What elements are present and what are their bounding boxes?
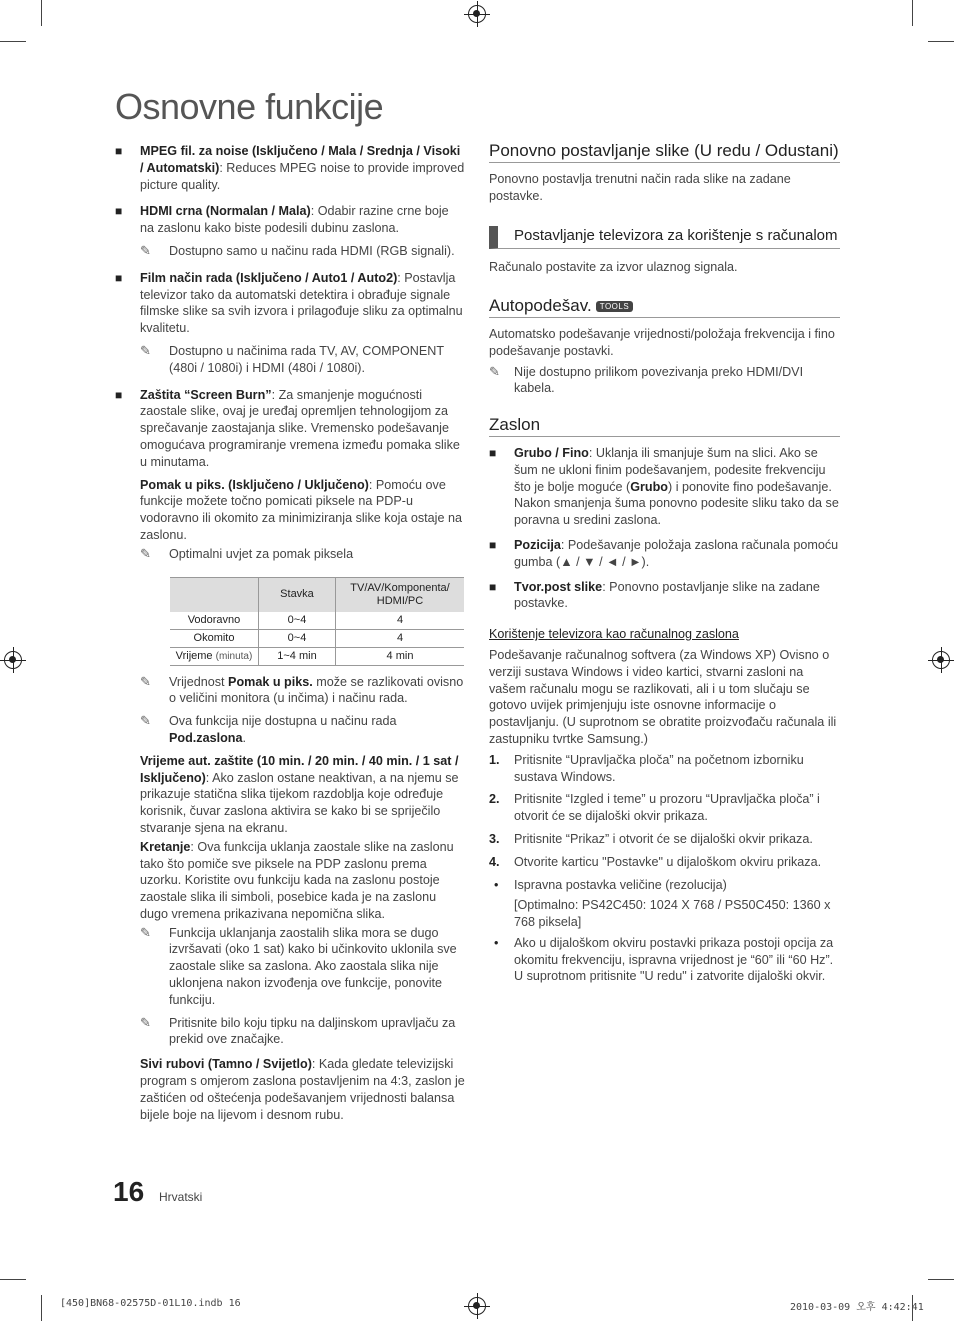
paragraph: Ponovno postavlja trenutni način rada slike na zadane postavke. [489, 171, 791, 203]
bullet-square-icon: ■ [489, 579, 497, 594]
bullet-dot-icon: • [494, 877, 499, 892]
list-item: 4. Otvorite karticu "Postavke" u dijaloškom okviru prikaza. [489, 854, 822, 869]
registration-mark-icon [468, 1297, 486, 1315]
section-banner: Postavljanje televizora za korištenje s računalom [489, 226, 840, 249]
paragraph: Podešavanje računalnog softvera (za Windows XP) Ovisno o verziji sustava Windows i video kartici, stvarni zasloni na vašem računalu mogu se razlikovati, ali i u tom slučaju se gotovo uvijek primjenjuju iste osnovne informacije o postavljanju. (U suprotnom se obratite proizvođaču računala ili zastupniku tvrtke Samsung.) [489, 647, 837, 746]
section-heading: Ponovno postavljanje slike (U redu / Odustani) [489, 143, 840, 163]
crop-mark [928, 1279, 954, 1280]
note: ✎ Pritisnite bilo koju tipku na daljinskom upravljaču za prekid ove značajke. [140, 1014, 456, 1047]
table-cell: 0~4 [259, 612, 336, 630]
footer-language: Hrvatski [159, 1190, 203, 1204]
paragraph: Sivi rubovi (Tamno / Svijetlo): Kada gledate televizijski program s omjerom zaslona postavljenim na 4:3, zaslon je zaštićen od oštećenja podešavanjem vrijednosti balansa bijele boje na lijevom i desnom rubu. [140, 1057, 465, 1122]
pencil-note-icon: ✎ [489, 363, 500, 379]
list-item: ■ Pozicija: Podešavanje položaja zaslona računala pomoću gumba (▲ / ▼ / ◄ / ►). [489, 537, 839, 569]
list-item: ■ Grubo / Fino: Uklanja ili smanjuje šum na slici. Ako se šum ne ukloni finim podešavanjem, podesite frekvenciju što je bolje moguće (Grubo) i ponovite fino podešavanje. Nakon smanjenja šuma ponovno podesite sliku tako da se poravna u sredini zaslona. [489, 445, 839, 528]
page-title: Osnovne funkcije [115, 86, 384, 127]
subsection-heading: Korištenje televizora kao računalnog zaslona [489, 627, 739, 642]
section-heading: Zaslon [489, 417, 840, 437]
print-slug-file: [450]BN68-02575D-01L10.indb 16 [60, 1298, 241, 1309]
bullet-square-icon: ■ [115, 387, 123, 402]
registration-mark-icon [4, 651, 22, 669]
bullet-dot-icon: • [494, 935, 499, 950]
table-row [170, 647, 464, 665]
list-item: • Ako u dijaloškom okviru postavki prikaza postoji opcija za okomitu frekvenciju, ispravna vrijednost je “60” ili “60 Hz”. U suprotnom pritisnite "U redu" i zatvorite dijaloški okvir. [494, 935, 834, 984]
paragraph: Računalo postavite za izvor ulaznog signala. [489, 260, 738, 275]
table-cell: 4 [336, 629, 465, 647]
table-cell: Vodoravno [170, 612, 259, 630]
pencil-note-icon: ✎ [140, 713, 151, 729]
list-item: ■ Tvor.post slike: Ponovno postavljanje slike na zadane postavke. [489, 579, 820, 611]
section-heading: Autopodešav. TOOLS [489, 298, 840, 318]
crop-mark [928, 41, 954, 42]
paragraph: Automatsko podešavanje vrijednosti/položaja frekvencija i fino podešavanje postavki. [489, 326, 835, 358]
bullet-square-icon: ■ [115, 204, 123, 219]
list-item: 1. Pritisnite “Upravljačka ploča” na početnom izborniku sustava Windows. [489, 752, 804, 784]
note: ✎ Funkcija uklanjanja zaostalih slika mora se dugo izvršavati (oko 1 sat) kako bi učinkovito uklonila sve zaostale slike sa zaslona. Ako zaostala slika nije uklonjena nakon izvođenja ove funkcije, ponovite funkciju. [140, 924, 457, 1007]
bullet-square-icon: ■ [489, 445, 497, 460]
note: ✎ Nije dostupno prilikom povezivanja preko HDMI/DVI kabela. [489, 363, 804, 396]
list-item: • Ispravna postavka veličine (rezolucija) [494, 877, 727, 892]
table-header-cell: TV/AV/Komponenta/ HDMI/PC [336, 577, 465, 612]
paragraph: [Optimalno: PS42C450: 1024 X 768 / PS50C450: 1360 x 768 piksela] [514, 898, 831, 930]
table-cell: 4 [336, 612, 465, 630]
table-row [170, 629, 464, 647]
note: ✎ Ova funkcija nije dostupna u načinu rada Pod.zaslona. [140, 713, 397, 745]
right-column [489, 143, 840, 989]
crop-mark [0, 41, 26, 42]
bullet-square-icon: ■ [115, 144, 123, 158]
list-item: 2. Pritisnite “Izgled i teme” u prozoru “Upravljačka ploča” i otvorit će se dijaloški okvir prikaza. [489, 792, 820, 824]
table-cell: 0~4 [259, 629, 336, 647]
registration-mark-icon [932, 651, 950, 669]
list-item: ■ Zaštita “Screen Burn”: Za smanjenje mogućnosti zaostale slike, ovaj je uređaj opremljen tehnologijom za sprečavanje zaostajanja slike. Vremensko podešavanje omogućava programiranje vremena između pomaka slike u minutama. [115, 387, 460, 469]
pencil-note-icon: ✎ [140, 924, 151, 940]
registration-mark-icon [468, 5, 486, 23]
crop-mark [912, 0, 913, 26]
pencil-note-icon: ✎ [140, 342, 151, 358]
note: ✎ Optimalni uvjet za pomak piksela [140, 545, 354, 561]
table-header-cell: Stavka [259, 577, 336, 612]
list-item: ■ HDMI crna (Normalan / Mala): Odabir razine crne boje na zaslonu kako biste podesili dubinu zaslona. [115, 204, 449, 236]
table-cell: Vrijeme (minuta) [170, 647, 259, 665]
paragraph: Vrijeme aut. zaštite (10 min. / 20 min. / 40 min. / 1 sat / Isključeno): Ako zaslon ostane neaktivan, a na njemu se prikazuje statična slika tijekom razdoblja koje određuje korisnik, čuvar zaslona aktivira se kako bi se spriječilo stvaranje sjena na ekranu. [140, 753, 459, 835]
paragraph: Kretanje: Ova funkcija uklanja zaostale slike na zaslonu tako što pomiče sve piksele na PDP zaslonu prema uzorku. Koristite ovu funkciju kada na zaslonu postoje zaostale slika ili simboli, posebice kada je na zaslonu dugo vremena prikazivana nepomična slika. [140, 839, 454, 921]
paragraph: Pomak u piks. (Isključeno / Uključeno): Pomoću ove funkcije možete točno pomicati piksele na PDP-u vodoravno ili okomito za minimiziranja slike koja ostaje na zaslonu. [140, 477, 462, 542]
table-header-row [170, 577, 464, 612]
list-item: ■ Film način rada (Isključeno / Auto1 / Auto2): Postavlja televizor tako da automatski detektira i obrađuje signale filmske slike sa svih izvora i prilagođuje sliku za optimalnu kvalitetu. [115, 270, 463, 336]
pencil-note-icon: ✎ [140, 545, 151, 561]
crop-mark [41, 0, 42, 26]
list-item: 3. Pritisnite “Prikaz” i otvorit će se dijaloški okvir prikaza. [489, 831, 813, 846]
left-column [113, 143, 465, 1125]
note: ✎ Vrijednost Pomak u piks. može se razlikovati ovisno o veličini monitora (u inčima) i načinu rada. [140, 673, 464, 706]
crop-mark [41, 1295, 42, 1321]
bullet-square-icon: ■ [489, 537, 497, 552]
tools-badge-icon: TOOLS [596, 301, 633, 312]
bullet-square-icon: ■ [115, 270, 123, 285]
pencil-note-icon: ✎ [140, 1014, 151, 1030]
table-cell: Okomito [170, 629, 259, 647]
list-item: ■ MPEG fil. za noise (Isključeno / Mala / Srednja / Visoki / Automatski): Reduces MPEG noise to provide improved picture quality. [115, 144, 465, 192]
pencil-note-icon: ✎ [140, 242, 151, 258]
pixel-shift-table [170, 577, 464, 666]
note: ✎ Dostupno samo u načinu rada HDMI (RGB signali). [140, 242, 455, 258]
crop-mark [0, 1279, 26, 1280]
pencil-note-icon: ✎ [140, 673, 151, 689]
table-header-cell [170, 577, 259, 612]
table-row [170, 612, 464, 630]
print-slug-date: 2010-03-09 오후 4:42:41 [790, 1302, 924, 1313]
page-number: 16 [113, 1176, 145, 1207]
table-cell: 4 min [336, 647, 465, 665]
note: ✎ Dostupno u načinima rada TV, AV, COMPONENT (480i / 1080i) i HDMI (480i / 1080i). [140, 342, 444, 375]
table-cell: 1~4 min [259, 647, 336, 665]
